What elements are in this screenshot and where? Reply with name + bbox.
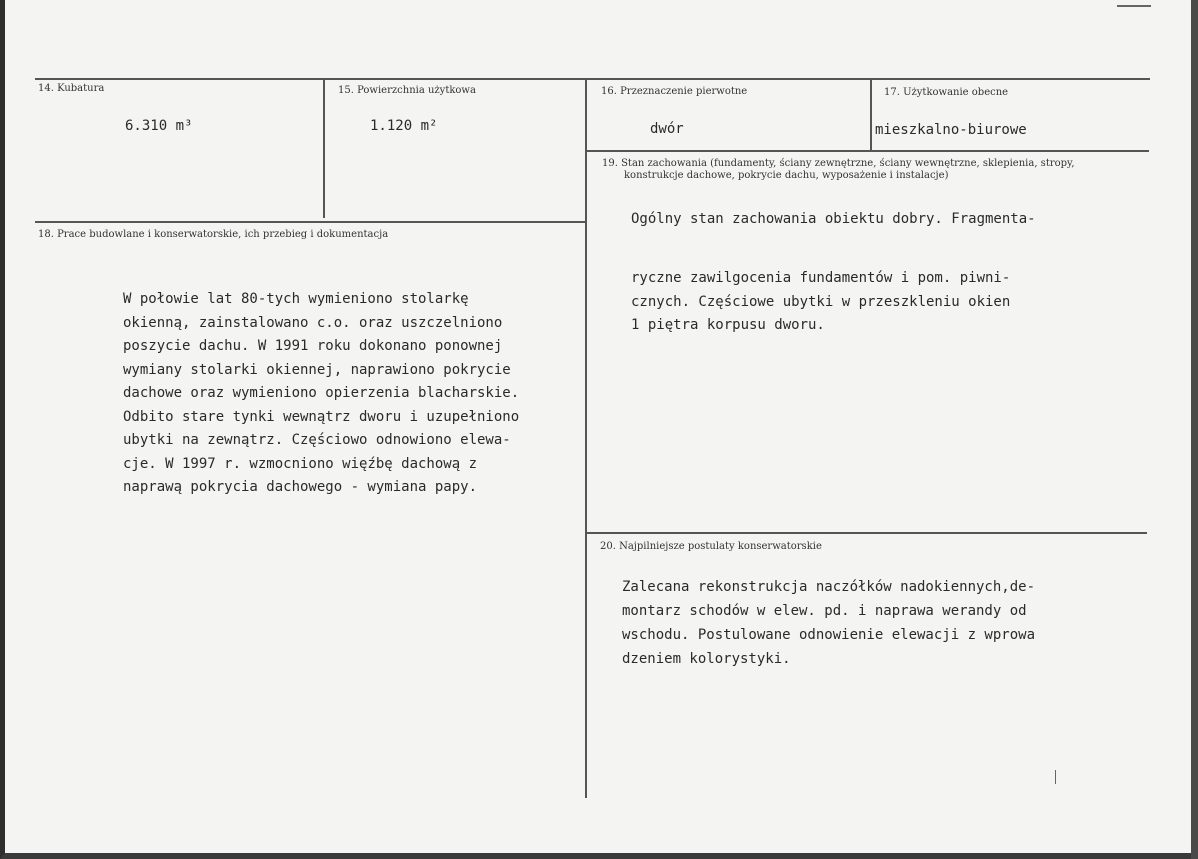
divider-16-17: [870, 78, 872, 151]
field-18-text: [123, 288, 519, 500]
field-20-text-line: dzeniem kolorystyki.: [622, 651, 791, 667]
field-19-text: [631, 267, 1010, 338]
field-19-label-line-2: konstrukcje dachowe, pokrycie dachu, wyposażenie i instalacje): [624, 170, 949, 181]
field-17-label: 17. Użytkowanie obecne: [884, 87, 1009, 98]
main-column-divider: [585, 78, 587, 798]
field-15-label: 15. Powierzchnia użytkowa: [338, 85, 476, 96]
field-19-text-line-1: Ogólny stan zachowania obiektu dobry. Fragmenta-: [631, 211, 1036, 227]
field-20-label: 20. Najpilniejsze postulaty konserwatorskie: [600, 541, 822, 552]
field-16-value: dwór: [650, 121, 684, 137]
field-18-text-line: Odbito stare tynki wewnątrz dworu i uzupełniono: [123, 408, 520, 425]
rule-below-14-15: [35, 221, 587, 223]
field-18-text-line: poszycie dachu. W 1991 roku dokonano ponownej: [123, 338, 503, 354]
rule-above-20: [587, 532, 1147, 534]
rule-below-16-17: [587, 150, 1149, 152]
side-mark: [1055, 770, 1056, 784]
field-20-text: [622, 575, 1035, 671]
field-18-text-line: dachowe oraz wymieniono opierzenia blacharskie.: [123, 385, 520, 401]
field-19-label-line-1: 19. Stan zachowania (fundamenty, ściany zewnętrzne, ściany wewnętrzne, sklepienia, stropy,: [602, 158, 1075, 169]
field-20-text-line: Zalecana rekonstrukcja naczółków nadokiennych,de-: [622, 579, 1036, 595]
field-20-text-line: montarz schodów w elew. pd. i naprawa werandy od: [622, 603, 1027, 619]
field-18-text-line: cje. W 1997 r. wzmocniono więźbę dachową z: [123, 455, 478, 472]
top-rule: [35, 78, 1150, 80]
field-18-label: 18. Prace budowlane i konserwatorskie, ich przebieg i dokumentacja: [38, 229, 389, 240]
field-18-text-line: W połowie lat 80-tych wymieniono stolarkę: [123, 291, 469, 307]
field-18-text-line: wymiany stolarki okiennej, naprawiono pokrycie: [123, 361, 511, 378]
divider-14-15: [323, 78, 325, 218]
corner-tick-right: [1117, 5, 1151, 7]
field-17-value: mieszkalno-biurowe: [875, 122, 1027, 138]
field-15-value: 1.120 m²: [370, 118, 438, 134]
field-19-text-line: ryczne zawilgocenia fundamentów i pom. piwni-: [631, 270, 1011, 286]
field-14-value: 6.310 m³: [125, 118, 193, 134]
card-right-edge: [1191, 0, 1198, 859]
field-14-label: 14. Kubatura: [38, 83, 105, 94]
field-19-text-line: 1 piętra korpusu dworu.: [631, 317, 825, 333]
field-18-text-line: naprawą pokrycia dachowego - wymiana papy.: [123, 479, 478, 495]
field-19-text-line: cznych. Częściowe ubytki w przeszkleniu okien: [631, 293, 1011, 310]
field-18-text-line: okienną, zainstalowano c.o. oraz uszczelniono: [123, 314, 503, 331]
field-18-text-line: ubytki na zewnątrz. Częściowo odnowiono elewa-: [123, 432, 511, 448]
field-16-label: 16. Przeznaczenie pierwotne: [601, 86, 748, 97]
field-20-text-line: wschodu. Postulowane odnowienie elewacji z wprowa: [622, 627, 1036, 643]
